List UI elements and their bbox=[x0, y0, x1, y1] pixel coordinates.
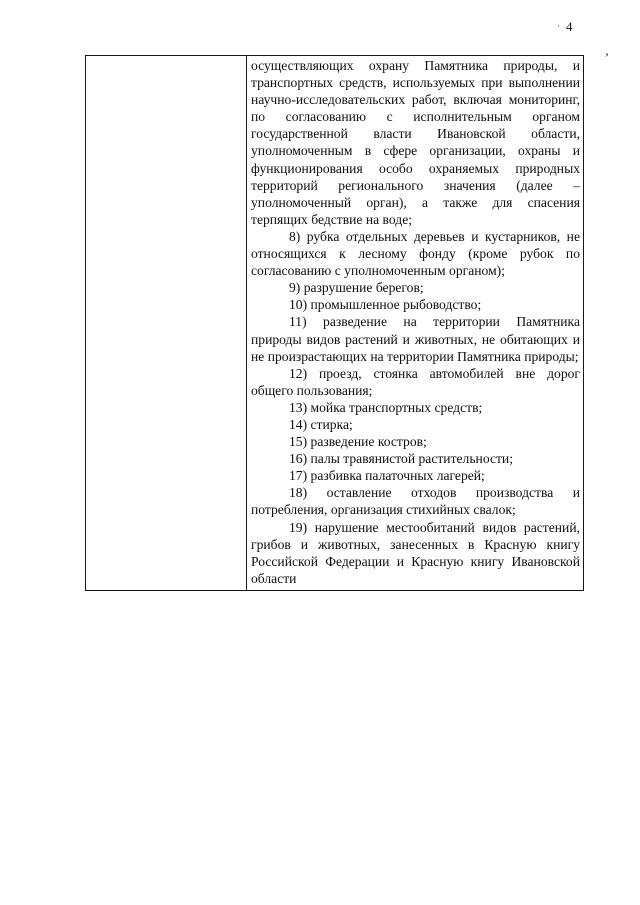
paragraph-item-10: 10) промышленное рыбоводство; bbox=[289, 297, 482, 313]
page-number: 4 bbox=[566, 19, 573, 34]
paragraph-item-15: 15) разведение костров; bbox=[289, 434, 427, 450]
table-row bbox=[86, 56, 584, 591]
paragraph-item-9: 9) разрушение берегов; bbox=[289, 280, 424, 296]
paragraph-item-11: 11) разведение на территории Памятника природы видов растений и животных, не обитающих и не произрастающих на территории Памятника природы; bbox=[251, 314, 580, 364]
paragraph-item-8: 8) рубка отдельных деревьев и кустарников, не относящихся к лесному фонду (кроме рубок по согласованию с уполномоченным органом); bbox=[251, 228, 580, 279]
paragraph-item-13: 13) мойка транспортных средств; bbox=[289, 399, 483, 415]
scan-artifact-dot: · bbox=[557, 21, 560, 31]
scan-artifact-tick: ’ bbox=[602, 49, 610, 66]
paragraph-item-17: 17) разбивка палаточных лагерей; bbox=[289, 468, 485, 484]
paragraph-item-18: 18) оставление отходов производства и потребления, организация стихийных свалок; bbox=[251, 485, 580, 518]
paragraph-item-16: 16) палы травянистой растительности; bbox=[289, 451, 513, 467]
paragraph-item-19: 19) нарушение местообитаний видов растений, грибов и животных, занесенных в Красную книгу Российской Федерации и Красную книгу Ивановской области bbox=[251, 519, 580, 586]
paragraph-continuation: осуществляющих охрану Памятника природы, и транспортных средств, используемых при выполнении научно-исследовательских работ, включая мониторинг, по согласованию с исполнительным органом государственной власти Ивановской области, уполномоченным в сфере организации, охраны и функционирования особо охраняемых природных территорий регионального значения (далее – уполномоченный орган), а также для спасения терпящих бедствие на воде; bbox=[251, 58, 580, 227]
table-cell-right bbox=[247, 56, 584, 591]
paragraph-item-12: 12) проезд, стоянка автомобилей вне дорог общего пользования; bbox=[251, 365, 580, 398]
paragraph-item-14: 14) стирка; bbox=[289, 416, 353, 432]
document-table bbox=[85, 55, 584, 591]
table-cell-left bbox=[86, 56, 247, 591]
